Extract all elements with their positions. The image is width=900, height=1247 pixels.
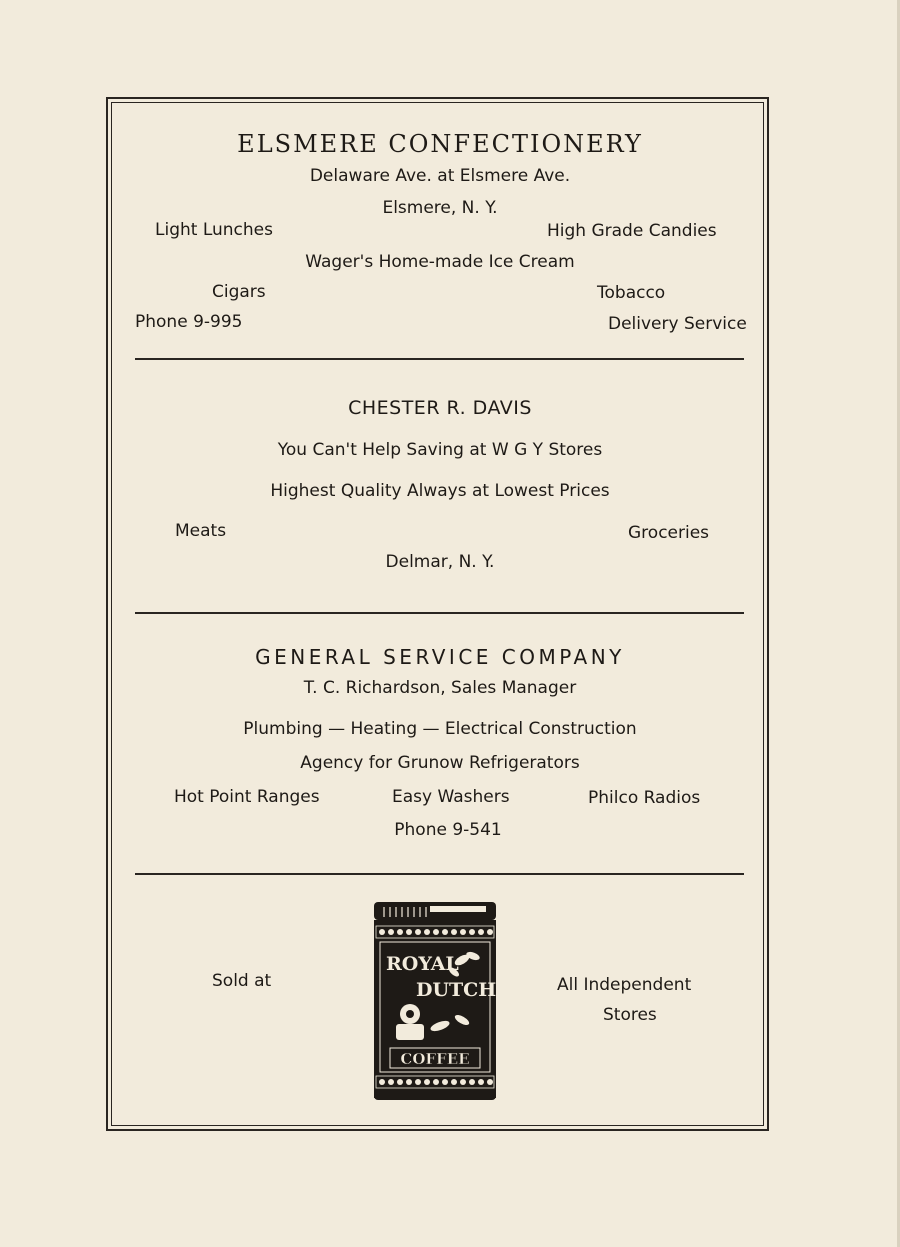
delmar-city: Delmar, N. Y. [385,552,495,572]
elsmere-phone: Phone 9-995 [135,312,243,332]
can-brand-line1: ROYAL [386,953,459,975]
general-service-title: GENERAL SERVICE COMPANY [255,645,625,669]
quality-tagline: Highest Quality Always at Lowest Prices [270,481,610,501]
delivery-service-text: Delivery Service [608,314,747,334]
elsmere-address: Delaware Ave. at Elsmere Ave. [309,166,571,186]
elsmere-city: Elsmere, N. Y. [382,198,498,218]
philco-radios-text: Philco Radios [588,788,701,808]
services-text: Plumbing — Heating — Electrical Construction [243,719,637,739]
all-independent-text: All Independent [557,975,692,995]
sold-at-text: Sold at [212,971,272,991]
high-grade-candies-text: High Grade Candies [547,221,717,241]
meats-text: Meats [175,521,227,541]
divider-1 [135,358,744,360]
ice-cream-text: Wager's Home-made Ice Cream [305,252,575,272]
can-product-label: COFFEE [400,1050,470,1068]
tobacco-text: Tobacco [597,283,666,303]
wgy-slogan: You Can't Help Saving at W G Y Stores [277,440,603,460]
light-lunches-text: Light Lunches [155,220,273,240]
divider-2 [135,612,744,614]
chester-davis-title: CHESTER R. DAVIS [348,397,532,419]
stores-text: Stores [603,1005,657,1025]
elsmere-confectionery-title: ELSMERE CONFECTIONERY [237,130,643,158]
easy-washers-text: Easy Washers [392,787,510,807]
cigars-text: Cigars [212,282,266,302]
can-brand-line2: DUTCH [416,979,497,1001]
royal-dutch-coffee-can [370,898,500,1104]
groceries-text: Groceries [628,523,710,543]
divider-3 [135,873,744,875]
hot-point-ranges-text: Hot Point Ranges [174,787,320,807]
sales-manager-text: T. C. Richardson, Sales Manager [303,678,577,698]
grunow-agency-text: Agency for Grunow Refrigerators [300,753,580,773]
general-service-phone: Phone 9-541 [394,820,502,840]
